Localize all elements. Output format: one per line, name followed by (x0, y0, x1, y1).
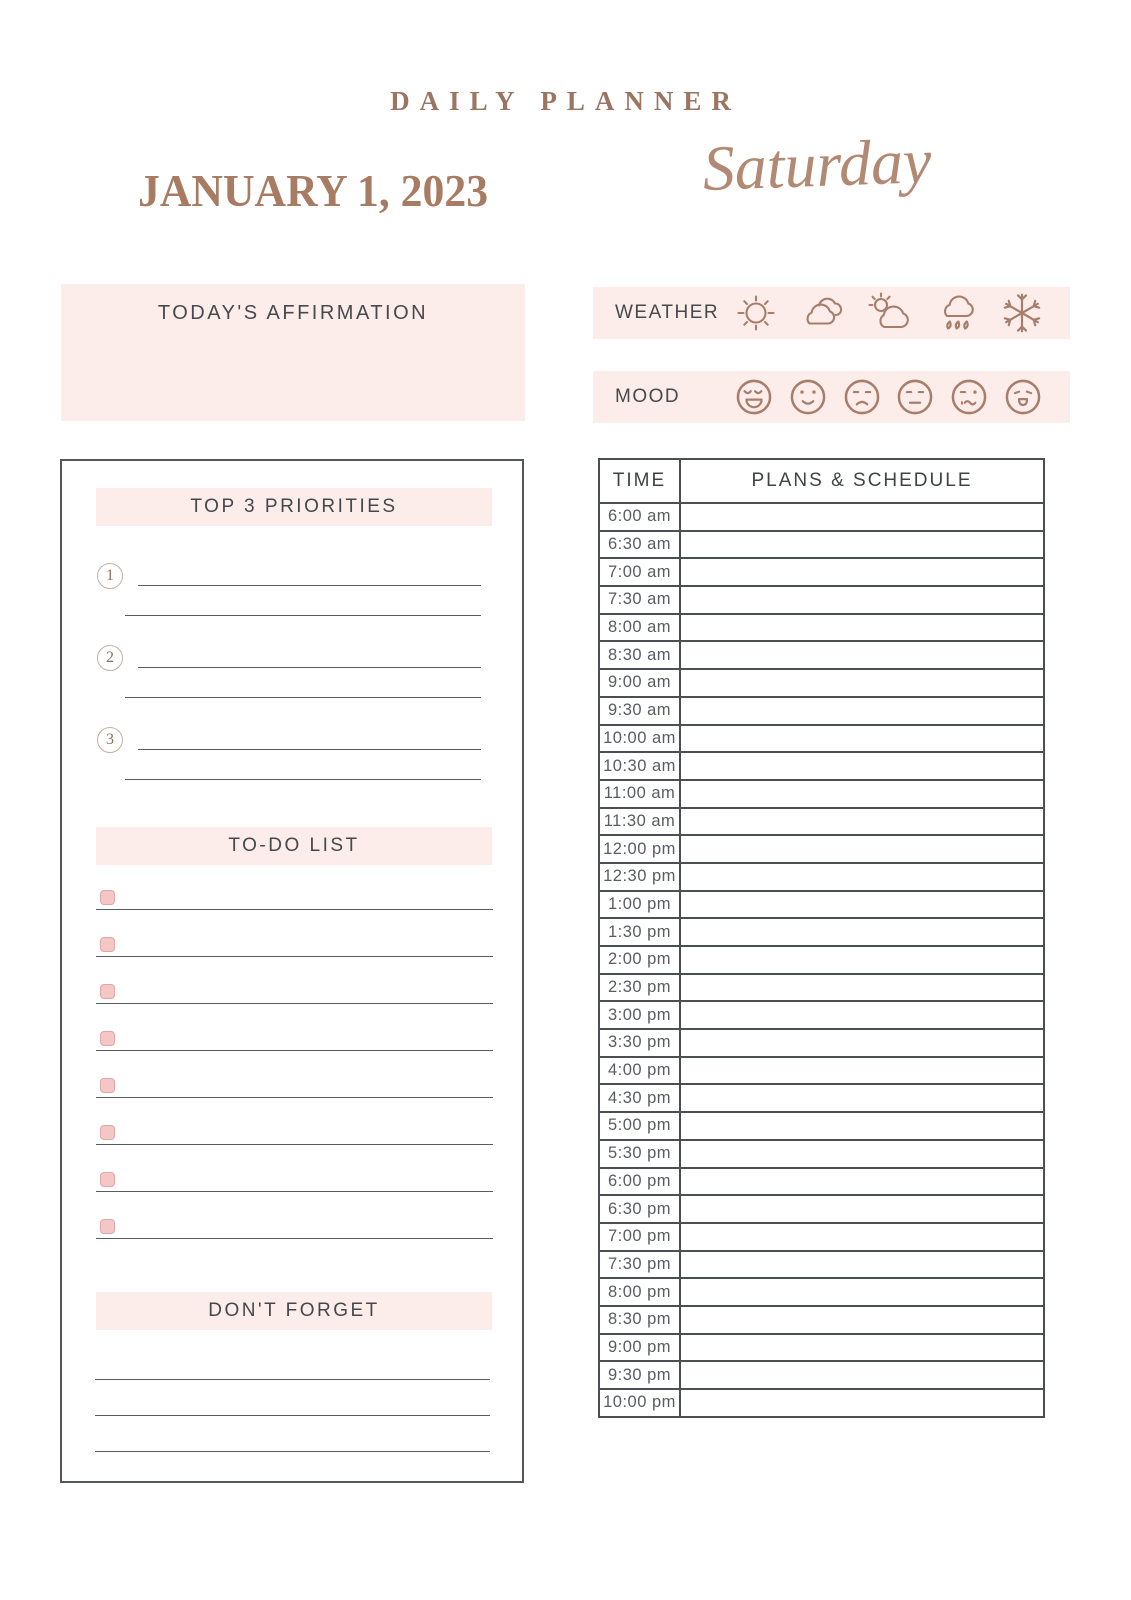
schedule-row (599, 1140, 1044, 1168)
time-cell: 8:30 pm (599, 1306, 680, 1334)
schedule-row (599, 752, 1044, 780)
weather-label: WEATHER (615, 302, 720, 323)
date-heading: JANUARY 1, 2023 (138, 165, 489, 216)
plan-cell[interactable] (680, 1306, 1044, 1334)
schedule-row (599, 1029, 1044, 1057)
plan-cell[interactable] (680, 752, 1044, 780)
time-cell: 8:00 pm (599, 1278, 680, 1306)
schedule-row (599, 1195, 1044, 1223)
priority-item (62, 563, 522, 645)
plan-cell[interactable] (680, 1112, 1044, 1140)
mood-icons (733, 376, 1044, 418)
schedule-row (599, 1278, 1044, 1306)
dont-forget-write-line[interactable] (95, 1364, 490, 1380)
time-cell: 5:00 pm (599, 1112, 680, 1140)
priority-write-line[interactable] (138, 734, 481, 750)
time-cell: 12:00 pm (599, 835, 680, 863)
schedule-row (599, 974, 1044, 1002)
snowflake-icon[interactable] (1000, 290, 1044, 336)
affirmation-box[interactable] (61, 284, 525, 421)
time-cell: 9:00 pm (599, 1334, 680, 1362)
time-cell: 1:30 pm (599, 918, 680, 946)
schedule-row (599, 1112, 1044, 1140)
time-cell: 7:00 am (599, 558, 680, 586)
time-cell: 7:30 am (599, 586, 680, 614)
plan-cell[interactable] (680, 725, 1044, 753)
schedule-row (599, 558, 1044, 586)
todo-write-line[interactable] (96, 1223, 493, 1239)
todo-item (62, 1172, 522, 1219)
todo-item (62, 1219, 522, 1266)
plan-cell[interactable] (680, 1001, 1044, 1029)
schedule-row (599, 891, 1044, 919)
priority-number-badge: 2 (97, 645, 123, 671)
plan-cell[interactable] (680, 891, 1044, 919)
plan-cell[interactable] (680, 918, 1044, 946)
time-column-header: TIME (599, 459, 680, 503)
time-cell: 6:30 pm (599, 1195, 680, 1223)
schedule-row (599, 1251, 1044, 1279)
schedule-row (599, 808, 1044, 836)
schedule-row (599, 1057, 1044, 1085)
todo-item (62, 937, 522, 984)
priority-write-line[interactable] (138, 570, 481, 586)
todo-write-line[interactable] (96, 988, 493, 1004)
plan-cell[interactable] (680, 808, 1044, 836)
plan-cell[interactable] (680, 1334, 1044, 1362)
time-cell: 10:30 am (599, 752, 680, 780)
plan-cell[interactable] (680, 641, 1044, 669)
time-cell: 8:30 am (599, 641, 680, 669)
time-cell: 10:00 pm (599, 1389, 680, 1417)
schedule-row (599, 503, 1044, 531)
sun-icon[interactable] (733, 291, 779, 335)
todo-item (62, 984, 522, 1031)
schedule-row (599, 1306, 1044, 1334)
time-cell: 10:00 am (599, 725, 680, 753)
schedule-row (599, 1084, 1044, 1112)
plan-cell[interactable] (680, 1029, 1044, 1057)
schedule-row (599, 835, 1044, 863)
plan-cell[interactable] (680, 503, 1044, 531)
time-cell: 11:30 am (599, 808, 680, 836)
plan-cell[interactable] (680, 697, 1044, 725)
priority-item (62, 727, 522, 809)
schedule-header-row (599, 459, 1044, 503)
time-cell: 7:30 pm (599, 1251, 680, 1279)
todo-item (62, 890, 522, 937)
priority-write-line[interactable] (125, 682, 481, 698)
plan-cell[interactable] (680, 586, 1044, 614)
todo-write-line[interactable] (96, 1082, 493, 1098)
schedule-row (599, 1001, 1044, 1029)
mood-label: MOOD (615, 386, 681, 407)
notes-box (60, 459, 524, 1483)
plans-column-header: PLANS & SCHEDULE (680, 459, 1044, 503)
todo-write-line[interactable] (96, 941, 493, 957)
time-cell: 9:00 am (599, 669, 680, 697)
plan-cell[interactable] (680, 1168, 1044, 1196)
time-cell: 12:30 pm (599, 863, 680, 891)
mood-annoyed-icon[interactable] (948, 376, 990, 418)
time-cell: 4:00 pm (599, 1057, 680, 1085)
plan-cell[interactable] (680, 1361, 1044, 1389)
priority-write-line[interactable] (125, 764, 481, 780)
priority-write-line[interactable] (125, 600, 481, 616)
schedule-row (599, 946, 1044, 974)
plan-cell[interactable] (680, 558, 1044, 586)
time-cell: 2:30 pm (599, 974, 680, 1002)
todo-list (62, 890, 522, 1266)
schedule-row (599, 641, 1044, 669)
plan-cell[interactable] (680, 1223, 1044, 1251)
plan-cell[interactable] (680, 1195, 1044, 1223)
todo-item (62, 1031, 522, 1078)
time-cell: 1:00 pm (599, 891, 680, 919)
plan-cell[interactable] (680, 1251, 1044, 1279)
plan-cell[interactable] (680, 1389, 1044, 1417)
sun-behind-cloud-icon[interactable] (866, 292, 916, 334)
time-cell: 4:30 pm (599, 1084, 680, 1112)
schedule-row (599, 918, 1044, 946)
schedule-row (599, 1168, 1044, 1196)
time-cell: 9:30 pm (599, 1361, 680, 1389)
plan-cell[interactable] (680, 1084, 1044, 1112)
todo-write-line[interactable] (96, 894, 493, 910)
plan-cell[interactable] (680, 835, 1044, 863)
schedule-row (599, 614, 1044, 642)
plan-cell[interactable] (680, 1140, 1044, 1168)
time-cell: 7:00 pm (599, 1223, 680, 1251)
schedule-row (599, 586, 1044, 614)
mood-frown-icon[interactable] (841, 376, 883, 418)
dont-forget-write-line[interactable] (95, 1436, 490, 1452)
mood-smile-icon[interactable] (787, 376, 829, 418)
mood-bar (593, 371, 1070, 423)
schedule-row (599, 697, 1044, 725)
mood-big-smile-icon[interactable] (733, 376, 775, 418)
plan-cell[interactable] (680, 946, 1044, 974)
todo-header: TO-DO LIST (96, 827, 492, 865)
plan-cell[interactable] (680, 780, 1044, 808)
time-cell: 6:00 am (599, 503, 680, 531)
schedule-row (599, 863, 1044, 891)
clouds-icon[interactable] (797, 292, 847, 334)
plan-cell[interactable] (680, 669, 1044, 697)
time-cell: 3:30 pm (599, 1029, 680, 1057)
todo-item (62, 1078, 522, 1125)
dont-forget-write-line[interactable] (95, 1400, 490, 1416)
page-title: DAILY PLANNER (390, 86, 741, 116)
todo-item (62, 1125, 522, 1172)
plan-cell[interactable] (680, 974, 1044, 1002)
priority-number-badge: 1 (97, 563, 123, 589)
todo-write-line[interactable] (96, 1176, 493, 1192)
schedule-table (598, 458, 1045, 1418)
plan-cell[interactable] (680, 863, 1044, 891)
todo-write-line[interactable] (96, 1035, 493, 1051)
dont-forget-header: DON'T FORGET (96, 1292, 492, 1330)
schedule-row (599, 1223, 1044, 1251)
schedule-row (599, 1334, 1044, 1362)
schedule-row (599, 531, 1044, 559)
rain-cloud-icon[interactable] (934, 290, 982, 336)
schedule-row (599, 1389, 1044, 1417)
plan-cell[interactable] (680, 1057, 1044, 1085)
time-cell: 2:00 pm (599, 946, 680, 974)
day-of-week: Saturday (701, 125, 933, 204)
time-cell: 8:00 am (599, 614, 680, 642)
mood-distressed-icon[interactable] (1002, 376, 1044, 418)
time-cell: 3:00 pm (599, 1001, 680, 1029)
plan-cell[interactable] (680, 614, 1044, 642)
plan-cell[interactable] (680, 531, 1044, 559)
time-cell: 9:30 am (599, 697, 680, 725)
priority-number-badge: 3 (97, 727, 123, 753)
time-cell: 6:30 am (599, 531, 680, 559)
weather-bar (593, 287, 1070, 339)
time-cell: 5:30 pm (599, 1140, 680, 1168)
schedule-row (599, 780, 1044, 808)
weather-icons (733, 290, 1044, 336)
priority-write-line[interactable] (138, 652, 481, 668)
schedule-row (599, 669, 1044, 697)
priorities-list (62, 563, 522, 809)
plan-cell[interactable] (680, 1278, 1044, 1306)
priority-item (62, 645, 522, 727)
affirmation-title: TODAY'S AFFIRMATION (157, 302, 429, 324)
mood-neutral-icon[interactable] (894, 376, 936, 418)
time-cell: 11:00 am (599, 780, 680, 808)
priorities-header: TOP 3 PRIORITIES (96, 488, 492, 526)
time-cell: 6:00 pm (599, 1168, 680, 1196)
schedule-row (599, 1361, 1044, 1389)
schedule-row (599, 725, 1044, 753)
todo-write-line[interactable] (96, 1129, 493, 1145)
